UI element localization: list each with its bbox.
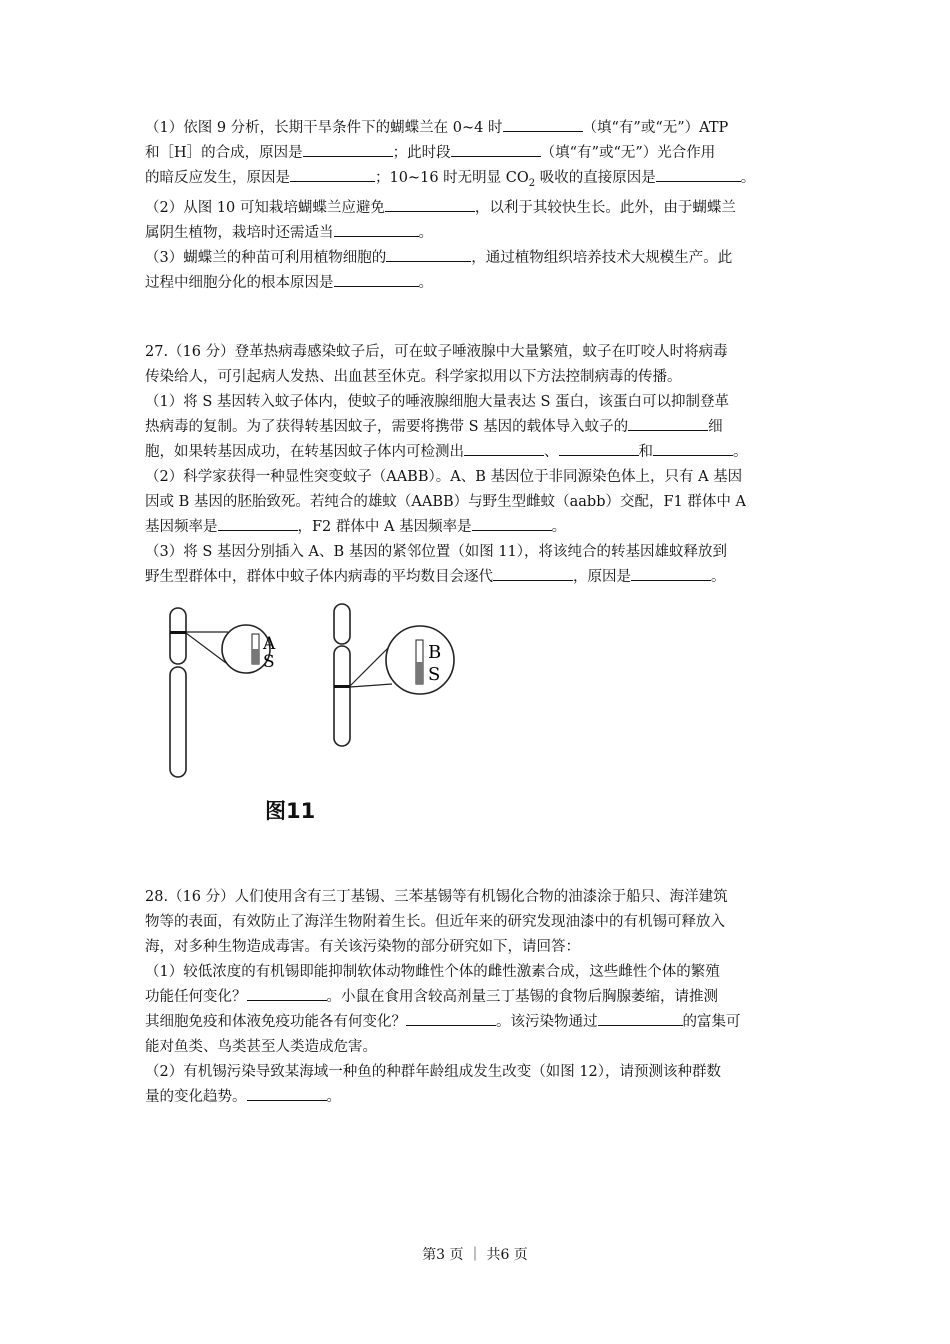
answer-blank[interactable] (334, 222, 419, 237)
q27-line: 基因频率是 ，F2 群体中 A 基因频率是 。 (145, 515, 815, 540)
chromosome-left-lower-arm (170, 667, 186, 777)
q27-line: （1）将 S 基因转入蚊子体内，使蚊子的唾液腺细胞大量表达 S 蛋白，该蛋白可以抑制登革 (145, 394, 730, 410)
q28-line: 功能任何变化？ 。小鼠在食用含较高剂量三丁基锡的食物后胸腺萎缩，请推测 (145, 985, 815, 1010)
q27-line: 27.（16 分）登革热病毒感染蚊子后，可在蚊子唾液腺中大量繁殖，蚊子在叮咬人时将病毒 (145, 344, 728, 360)
chromosome-right-upper-arm (334, 604, 350, 644)
q26-line: （1）依图 9 分析，长期干旱条件下的蝴蝶兰在 0~4 时 （填“有”或“无”）ATP (145, 116, 815, 141)
pointer-line (350, 648, 388, 686)
answer-blank[interactable] (218, 516, 298, 531)
q27-line: （2）科学家获得一种显性突变蚊子（AABB）。A、B 基因位于非同源染色体上，只有 A 基因 (145, 469, 743, 485)
answer-blank[interactable] (472, 516, 552, 531)
answer-blank[interactable] (406, 1011, 496, 1026)
chromosome-right-lower-arm (334, 646, 350, 746)
q26-line: 的暗反应发生，原因是 ；10~16 时无明显 $CO_2$ 吸收的直接原因是 。 (145, 166, 815, 196)
answer-blank[interactable] (247, 1086, 327, 1101)
answer-blank[interactable] (451, 142, 541, 157)
q27-line: 胞，如果转基因成功，在转基因蚊子体内可检测出 、 和 。 (145, 440, 815, 465)
q27-line: 传染给人，可引起病人发热、出血甚至休克。科学家拟用以下方法控制病毒的传播。 (145, 369, 682, 385)
q28-line: 28.（16 分）人们使用含有三丁基锡、三苯基锡等有机锡化合物的油漆涂于船只、海洋建筑 (145, 889, 728, 905)
pointer-line (186, 633, 226, 663)
q28-line: 能对鱼类、鸟类甚至人类造成危害。 (145, 1039, 377, 1055)
answer-blank[interactable] (303, 142, 393, 157)
chromosome-left-upper-arm (170, 608, 186, 664)
answer-blank[interactable] (598, 1011, 683, 1026)
pointer-line (350, 684, 392, 687)
question-27-block (145, 340, 815, 590)
answer-blank[interactable] (385, 197, 475, 212)
q28-line: 物等的表面，有效防止了海洋生物附着生长。但近年来的研究发现油漆中的有机锡可释放入 (145, 914, 725, 930)
label-s: S (428, 664, 441, 685)
label-b: B (428, 642, 442, 663)
figure-11-chromosomes (160, 600, 480, 830)
q27-line: 野生型群体中，群体中蚊子体内病毒的平均数目会逐代 ，原因是 。 (145, 565, 815, 590)
answer-blank[interactable] (386, 247, 471, 262)
q28-line: （1）较低浓度的有机锡即能抑制软体动物雌性个体的雌性激素合成，这些雌性个体的繁殖 (145, 964, 720, 980)
q28-line: 其细胞免疫和体液免疫功能各有何变化？ 。该污染物通过 的富集可 (145, 1010, 815, 1035)
q27-line: 热病毒的复制。为了获得转基因蚊子，需要将携带 S 基因的载体导入蚊子的 细 (145, 415, 815, 440)
q28-line: 量的变化趋势。 。 (145, 1085, 815, 1110)
question-26-block (145, 116, 815, 296)
answer-blank[interactable] (653, 441, 733, 456)
gene-segment-s (416, 662, 423, 684)
q26-line: 过程中细胞分化的根本原因是 。 (145, 271, 815, 296)
answer-blank[interactable] (334, 272, 419, 287)
answer-blank[interactable] (493, 566, 573, 581)
question-28-block (145, 885, 815, 1110)
gene-segment-s (252, 649, 259, 664)
answer-blank[interactable] (631, 566, 711, 581)
q28-line: （2）有机锡污染导致某海域一种鱼的种群年龄组成发生改变（如图 12），请预测该种群数 (145, 1064, 722, 1080)
label-a: A (263, 634, 276, 654)
q28-line: 海，对多种生物造成毒害。有关该污染物的部分研究如下，请回答： (145, 939, 580, 955)
gene-band-b (334, 685, 350, 688)
q27-line: （3）将 S 基因分别插入 A、B 基因的紧邻位置（如图 11），将该纯合的转基因雄蚊释放到 (145, 544, 728, 560)
answer-blank[interactable] (628, 416, 708, 431)
q26-line: （2）从图 10 可知栽培蝴蝶兰应避免 ，以利于其较快生长。此外，由于蝴蝶兰 (145, 196, 815, 221)
answer-blank[interactable] (559, 441, 639, 456)
label-s: S (263, 652, 275, 672)
figure-caption: 图11 (265, 799, 316, 823)
gene-band-a (170, 631, 186, 634)
page-footer: 第3 页 ｜ 共6 页 (422, 1247, 528, 1263)
q26-line: （3）蝴蝶兰的种苗可利用植物细胞的 ，通过植物组织培养技术大规模生产。此 (145, 246, 815, 271)
q26-line: 和［H］的合成，原因是 ；此时段 （填“有”或“无”）光合作用 (145, 141, 815, 166)
q26-line: 属阴生植物，栽培时还需适当 。 (145, 221, 815, 246)
answer-blank[interactable] (503, 117, 583, 132)
answer-blank[interactable] (656, 167, 741, 182)
answer-blank[interactable] (247, 986, 327, 1001)
answer-blank[interactable] (290, 167, 375, 182)
answer-blank[interactable] (464, 441, 544, 456)
q27-line: 因或 B 基因的胚胎致死。若纯合的雄蚊（AABB）与野生型雌蚊（aabb）交配，F1 群体中 A (145, 494, 746, 510)
